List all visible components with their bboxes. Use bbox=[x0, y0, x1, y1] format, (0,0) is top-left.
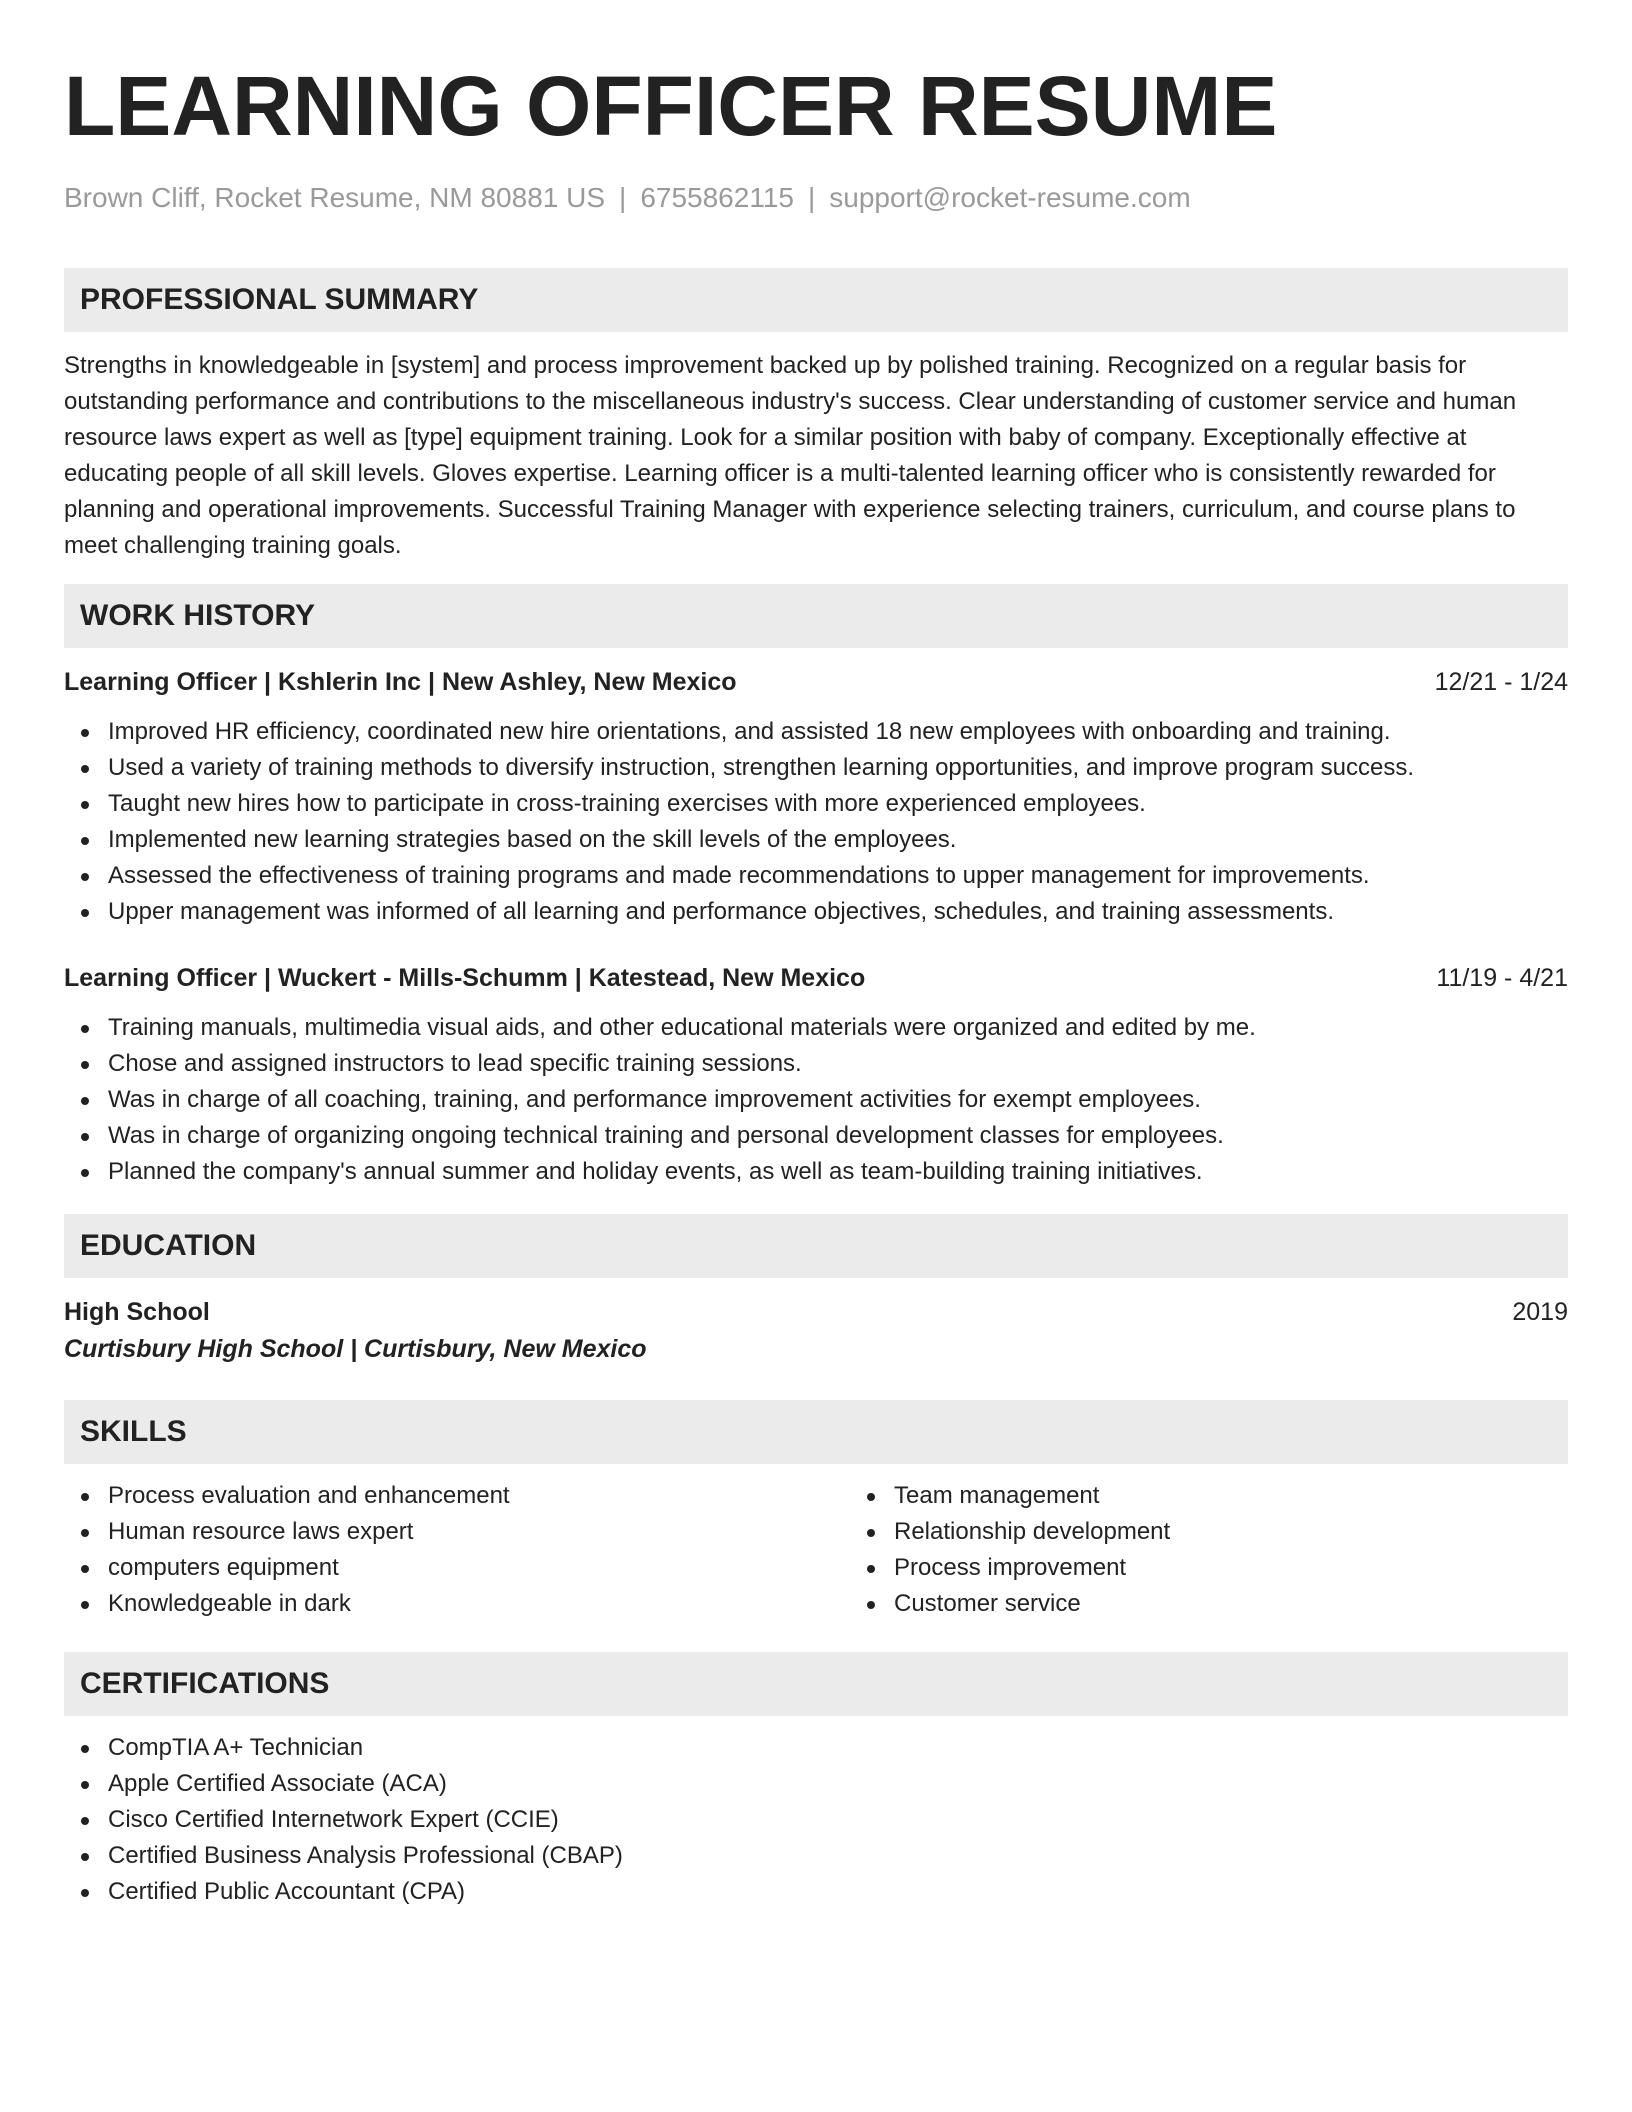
job-entry bbox=[64, 664, 1568, 930]
job-heading: Learning Officer | Wuckert - Mills-Schumm | Katestead, New Mexico bbox=[64, 964, 866, 992]
list-item: Human resource laws expert bbox=[108, 1514, 850, 1550]
section-header-certifications: CERTIFICATIONS bbox=[64, 1652, 1568, 1716]
resume-page bbox=[64, 0, 1568, 1910]
section-header-work-history: WORK HISTORY bbox=[64, 584, 1568, 648]
list-item: Process evaluation and enhancement bbox=[108, 1478, 850, 1514]
job-dates: 12/21 - 1/24 bbox=[1434, 668, 1568, 696]
list-item: Relationship development bbox=[894, 1514, 1632, 1550]
certifications-list bbox=[64, 1730, 1568, 1910]
education-year: 2019 bbox=[1512, 1298, 1568, 1326]
list-item: Customer service bbox=[894, 1586, 1632, 1622]
job-bullet-list bbox=[64, 714, 1568, 930]
list-item: Cisco Certified Internetwork Expert (CCIE) bbox=[108, 1802, 1568, 1838]
list-item: Knowledgeable in dark bbox=[108, 1586, 850, 1622]
section-header-summary: PROFESSIONAL SUMMARY bbox=[64, 268, 1568, 332]
list-item: Assessed the effectiveness of training programs and made recommendations to upper management for improvements. bbox=[108, 858, 1568, 894]
job-entry bbox=[64, 960, 1568, 1190]
list-item: Training manuals, multimedia visual aids, and other educational materials were organized and edited by me. bbox=[108, 1010, 1568, 1046]
list-item: computers equipment bbox=[108, 1550, 850, 1586]
list-item: Planned the company's annual summer and holiday events, as well as team-building training initiatives. bbox=[108, 1154, 1568, 1190]
list-item: Was in charge of all coaching, training, and performance improvement activities for exempt employees. bbox=[108, 1082, 1568, 1118]
contact-separator: | bbox=[619, 182, 627, 213]
list-item: Process improvement bbox=[894, 1550, 1632, 1586]
job-heading-line bbox=[64, 960, 1568, 996]
skills-list-left bbox=[64, 1478, 850, 1622]
skills-list-right bbox=[850, 1478, 1632, 1622]
job-heading: Learning Officer | Kshlerin Inc | New Ashley, New Mexico bbox=[64, 668, 737, 696]
contact-line bbox=[64, 180, 1568, 216]
list-item: Used a variety of training methods to diversify instruction, strengthen learning opportunities, and improve program success. bbox=[108, 750, 1568, 786]
list-item: Implemented new learning strategies based on the skill levels of the employees. bbox=[108, 822, 1568, 858]
list-item: Was in charge of organizing ongoing technical training and personal development classes for employees. bbox=[108, 1118, 1568, 1154]
education-degree: High School bbox=[64, 1298, 210, 1326]
contact-email: support@rocket-resume.com bbox=[829, 182, 1191, 213]
contact-separator: | bbox=[807, 182, 816, 213]
job-heading-line bbox=[64, 664, 1568, 700]
education-line bbox=[64, 1294, 1568, 1330]
list-item: Apple Certified Associate (ACA) bbox=[108, 1766, 1568, 1802]
section-header-education: EDUCATION bbox=[64, 1214, 1568, 1278]
list-item: Chose and assigned instructors to lead specific training sessions. bbox=[108, 1046, 1568, 1082]
list-item: Taught new hires how to participate in cross-training exercises with more experienced employees. bbox=[108, 786, 1568, 822]
list-item: Improved HR efficiency, coordinated new hire orientations, and assisted 18 new employees with onboarding and training. bbox=[108, 714, 1568, 750]
contact-phone: 6755862115 bbox=[640, 182, 794, 213]
resume-title: LEARNING OFFICER RESUME bbox=[64, 59, 1278, 153]
section-header-skills: SKILLS bbox=[64, 1400, 1568, 1464]
list-item: Upper management was informed of all learning and performance objectives, schedules, and training assessments. bbox=[108, 894, 1568, 930]
contact-address: Brown Cliff, Rocket Resume, NM 80881 US bbox=[64, 182, 606, 213]
list-item: CompTIA A+ Technician bbox=[108, 1730, 1568, 1766]
summary-text: Strengths in knowledgeable in [system] and process improvement backed up by polished training. Recognized on a regular basis for outstanding performance and contributions to the miscellaneous industry's success. Clear understanding of customer service and human resource laws expert as well as [type] equipment training. Look for a similar position with baby of company. Exceptionally effective at educating people of all skill levels. Gloves expertise. Learning officer is a multi-talented learning officer who is consistently rewarded for planning and operational improvements. Successful Training Manager with experience selecting trainers, curriculum, and course plans to meet challenging training goals. bbox=[64, 352, 1517, 559]
job-dates: 11/19 - 4/21 bbox=[1436, 964, 1568, 992]
list-item: Certified Business Analysis Professional (CBAP) bbox=[108, 1838, 1568, 1874]
list-item: Team management bbox=[894, 1478, 1632, 1514]
education-school: Curtisbury High School | Curtisbury, New Mexico bbox=[64, 1335, 647, 1363]
list-item: Certified Public Accountant (CPA) bbox=[108, 1874, 1568, 1910]
job-bullet-list bbox=[64, 1010, 1568, 1190]
skills-grid bbox=[64, 1464, 1568, 1622]
